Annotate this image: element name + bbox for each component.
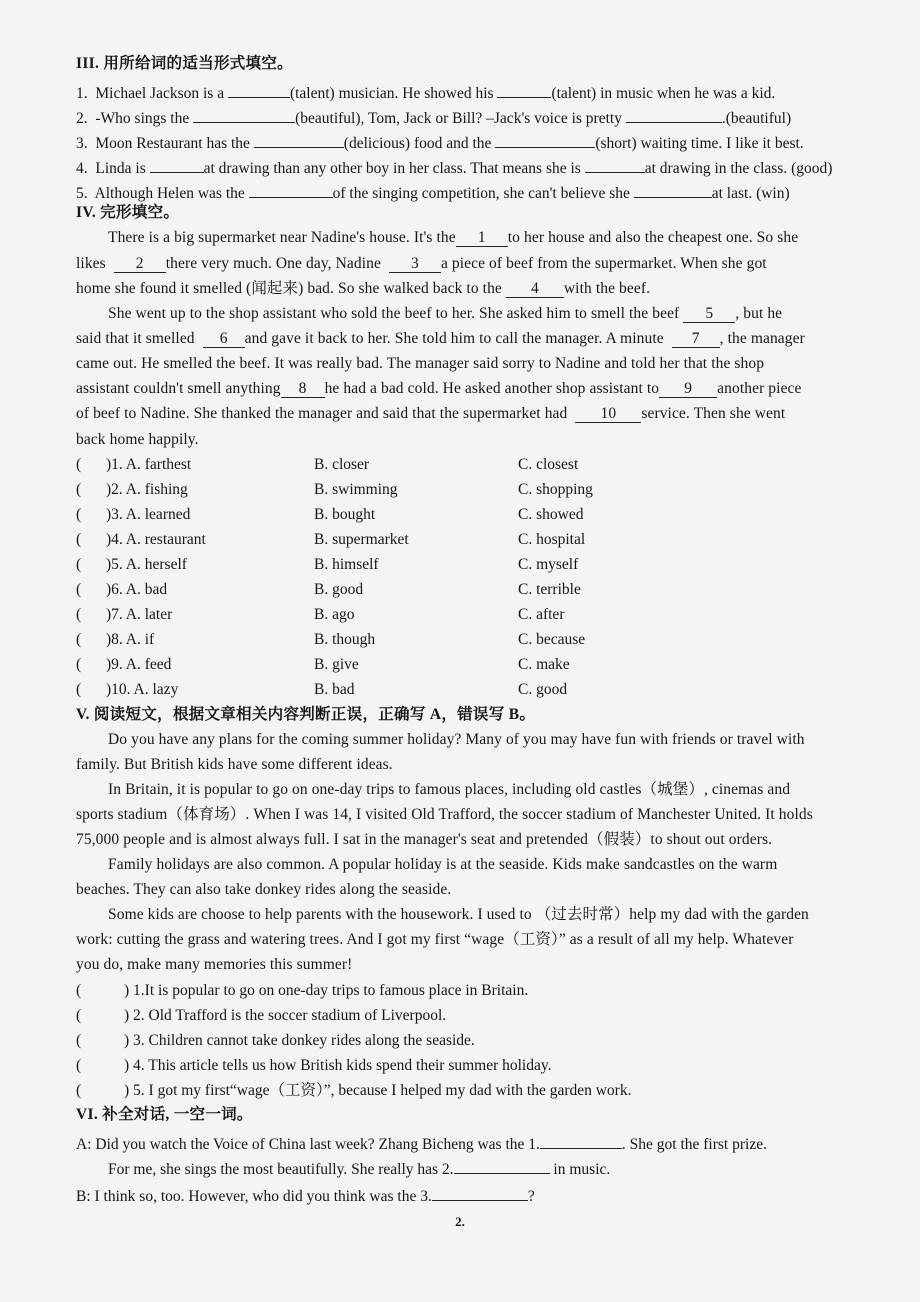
option-c: C. shopping	[518, 481, 593, 498]
option-row[interactable]: ( )4. A. restaurant	[76, 531, 206, 548]
cloze-blank-6[interactable]: 6	[203, 329, 245, 348]
reading-line: sports stadium（体育场）. When I was 14, I visited Old Trafford, the soccer stadium of Manchester United. It holds	[76, 806, 813, 823]
option-c: C. myself	[518, 556, 579, 573]
passage-line: of beef to Nadine. She thanked the manager and said that the supermarket had 10 service. Then she went	[76, 405, 786, 422]
option-c: C. because	[518, 631, 586, 648]
option-b: B. supermarket	[314, 531, 409, 548]
option-c: C. make	[518, 656, 570, 673]
passage-line: She went up to the shop assistant who sold the beef to her. She asked him to smell the beef 5 , but he	[108, 305, 783, 322]
passage-line: There is a big supermarket near Nadine's house. It's the 1 to her house and also the cheapest one. So she	[108, 229, 799, 246]
option-row[interactable]: ( )2. A. fishing	[76, 481, 188, 498]
dialogue-line-1: A: Did you watch the Voice of China last week? Zhang Bicheng was the 1. . She got the first prize.	[76, 1130, 880, 1155]
option-row[interactable]: ( )9. A. feed	[76, 656, 172, 673]
option-row[interactable]: ( )1. A. farthest	[76, 456, 192, 473]
reading-line: Some kids are choose to help parents with the housework. I used to （过去时常）help my dad with the garden	[108, 906, 809, 923]
dialogue-blank-2[interactable]	[454, 1155, 550, 1174]
answer-blank[interactable]	[634, 179, 712, 198]
option-c: C. terrible	[518, 581, 581, 598]
option-row[interactable]: ( )6. A. bad	[76, 581, 168, 598]
passage-line: likes 2 there very much. One day, Nadine 3 a piece of beef from the supermarket. When she got	[76, 255, 767, 272]
section-3-title: III. 用所给词的适当形式填空。	[76, 55, 293, 72]
option-c: C. after	[518, 606, 565, 623]
fill-item-3: 3. Moon Restaurant has the (delicious) food and the (short) waiting time. I like it best.	[76, 129, 880, 154]
reading-line: Family holidays are also common. A popular holiday is at the seaside. Kids make sandcastles on the warm	[108, 856, 778, 873]
option-row[interactable]: ( )3. A. learned	[76, 506, 191, 523]
passage-line: back home happily.	[76, 431, 199, 448]
option-b: B. himself	[314, 556, 379, 573]
reading-line: 75,000 people and is almost always full. I sat in the manager's seat and pretended（假装）to shout out orders.	[76, 831, 773, 848]
cloze-blank-4[interactable]: 4	[506, 279, 564, 298]
dialogue-line-3: B: I think so, too. However, who did you think was the 3. ?	[76, 1182, 880, 1207]
cloze-blank-3[interactable]: 3	[389, 254, 441, 273]
option-c: C. good	[518, 681, 568, 698]
reading-line: family. But British kids have some different ideas.	[76, 756, 393, 773]
section-5-title: V. 阅读短文，根据文章相关内容判断正误，正确写 A，错误写 B。	[76, 706, 536, 723]
reading-line: work: cutting the grass and watering trees. And I got my first “wage（工资）” as a result of all my help. Whatever	[76, 931, 794, 948]
judge-question-2[interactable]: ( ) 2. Old Trafford is the soccer stadium of Liverpool.	[76, 1007, 447, 1024]
option-b: B. good	[314, 581, 364, 598]
passage-line: assistant couldn't smell anything 8 he had a bad cold. He asked another shop assistant to 9 another piece	[76, 380, 802, 397]
fill-item-2: 2. -Who sings the (beautiful), Tom, Jack or Bill? –Jack's voice is pretty .(beautiful)	[76, 104, 880, 129]
fill-item-5: 5. Although Helen was the of the singing competition, she can't believe she at last. (win)	[76, 179, 880, 204]
judge-question-1[interactable]: ( ) 1.It is popular to go on one-day trips to famous place in Britain.	[76, 982, 529, 999]
judge-question-5[interactable]: ( ) 5. I got my first“wage（工资）”, because I helped my dad with the garden work.	[76, 1082, 632, 1099]
passage-line: said that it smelled 6 and gave it back to her. She told him to call the manager. A minute 7 , the manager	[76, 330, 805, 347]
answer-blank[interactable]	[228, 79, 290, 98]
option-row[interactable]: ( )5. A. herself	[76, 556, 187, 573]
answer-blank[interactable]	[193, 104, 295, 123]
option-b: B. though	[314, 631, 376, 648]
option-b: B. ago	[314, 606, 355, 623]
option-c: C. closest	[518, 456, 579, 473]
cloze-blank-7[interactable]: 7	[672, 329, 720, 348]
option-row[interactable]: ( )10. A. lazy	[76, 681, 179, 698]
option-c: C. hospital	[518, 531, 586, 548]
section-4-title: IV. 完形填空。	[76, 204, 180, 221]
passage-line: came out. He smelled the beef. It was really bad. The manager said sorry to Nadine and told her that the shop	[76, 355, 765, 372]
dialogue-blank-3[interactable]	[432, 1182, 528, 1201]
cloze-blank-5[interactable]: 5	[683, 304, 735, 323]
answer-blank[interactable]	[585, 154, 645, 173]
option-b: B. closer	[314, 456, 370, 473]
cloze-blank-1[interactable]: 1	[456, 228, 508, 247]
answer-blank[interactable]	[495, 129, 595, 148]
judge-question-3[interactable]: ( ) 3. Children cannot take donkey rides along the seaside.	[76, 1032, 475, 1049]
answer-blank[interactable]	[497, 79, 551, 98]
section-6-title: VI. 补全对话, 一空一词。	[76, 1106, 253, 1123]
fill-item-1: 1. Michael Jackson is a (talent) musician. He showed his (talent) in music when he was a kid.	[76, 79, 880, 104]
option-c: C. showed	[518, 506, 584, 523]
reading-line: Do you have any plans for the coming summer holiday? Many of you may have fun with friends or travel with	[108, 731, 805, 748]
option-b: B. bad	[314, 681, 355, 698]
dialogue-blank-1[interactable]	[540, 1130, 622, 1149]
option-b: B. give	[314, 656, 359, 673]
answer-blank[interactable]	[626, 104, 722, 123]
cloze-blank-8[interactable]: 8	[281, 379, 325, 398]
option-row[interactable]: ( )8. A. if	[76, 631, 155, 648]
option-b: B. swimming	[314, 481, 398, 498]
cloze-blank-9[interactable]: 9	[659, 379, 717, 398]
cloze-blank-2[interactable]: 2	[114, 254, 166, 273]
page-number: 2.	[455, 1214, 465, 1229]
answer-blank[interactable]	[150, 154, 204, 173]
judge-question-4[interactable]: ( ) 4. This article tells us how British kids spend their summer holiday.	[76, 1057, 552, 1074]
reading-line: In Britain, it is popular to go on one-day trips to famous places, including old castles（城堡）, cinemas and	[108, 781, 791, 798]
answer-blank[interactable]	[254, 129, 344, 148]
dialogue-line-2: For me, she sings the most beautifully. She really has 2. in music.	[108, 1155, 880, 1180]
fill-item-4: 4. Linda is at drawing than any other boy in her class. That means she is at drawing in the class. (good)	[76, 154, 880, 179]
passage-line: home she found it smelled (闻起来) bad. So she walked back to the 4 with the beef.	[76, 280, 651, 297]
option-row[interactable]: ( )7. A. later	[76, 606, 173, 623]
reading-line: you do, make many memories this summer!	[76, 956, 353, 973]
cloze-blank-10[interactable]: 10	[575, 404, 641, 423]
option-b: B. bought	[314, 506, 376, 523]
reading-line: beaches. They can also take donkey rides along the seaside.	[76, 881, 452, 898]
answer-blank[interactable]	[249, 179, 333, 198]
